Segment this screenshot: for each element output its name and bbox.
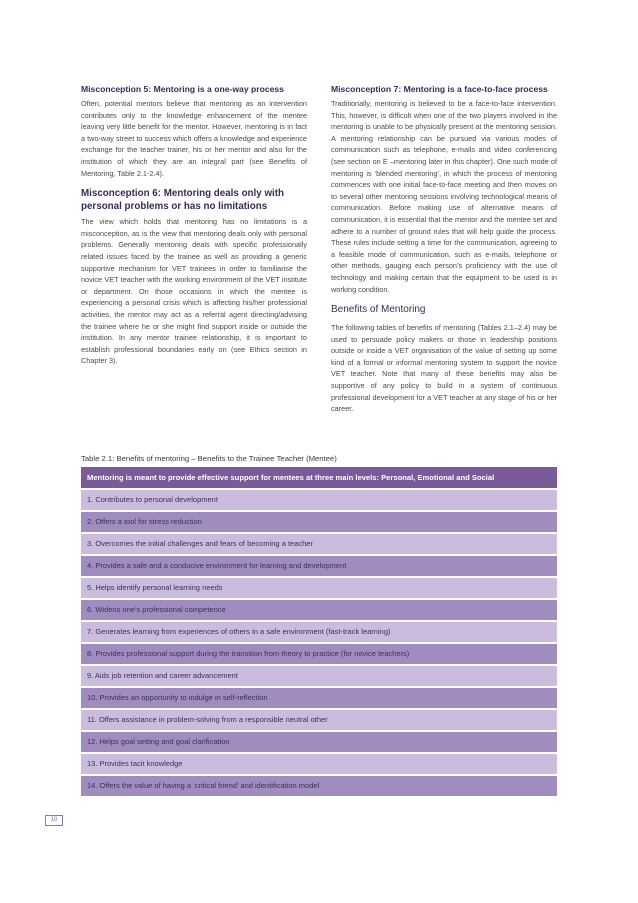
table-row: 4. Provides a safe and a conducive environment for learning and development xyxy=(81,556,557,576)
table-row: 9. Aids job retention and career advancement xyxy=(81,666,557,686)
table-row: 14. Offers the value of having a ‘critical friend’ and identification model xyxy=(81,776,557,796)
table-row: 12. Helps goal setting and goal clarification xyxy=(81,732,557,752)
table-row: 11. Offers assistance in problem-solving from a responsible neutral other xyxy=(81,710,557,730)
misconception-7-text: Traditionally, mentoring is believed to be a face-to-face intervention. This, however, is difficult when one of the two players involved in the mentoring is unable to be physically present at the mentoring session. A mentoring relationship can be pursued via various modes of communication such as telephone, e-mails and video conferencing (see section on E –mentoring later in this chapter). One such mode of mentoring is ‘blended mentoring’, in which the process of mentoring commences with one initial face-to-face meeting and then moves on to several other mentoring sessions involving technological means of communication. Before making use of alternative means of communication, it is essential that the mentor and the mentee set and adhere to a number of ground rules that will help guide the process. These rules include setting a time for the communication, agreeing to a feasible mode of communication, such as e-mails, telephone or other methods, gauging each person’s proficiency with the use of technology and making certain that the equipment to be used is in working condition. xyxy=(331,99,557,294)
table-header: Mentoring is meant to provide effective support for mentees at three main levels: Personal, Emotional and Social xyxy=(81,467,557,488)
table-row: 3. Overcomes the initial challenges and fears of becoming a teacher xyxy=(81,534,557,554)
right-column xyxy=(331,83,557,415)
page-number: 10 xyxy=(45,815,63,826)
left-column xyxy=(81,83,307,367)
table-row: 10. Provides an opportunity to indulge in self-reflection xyxy=(81,688,557,708)
benefits-table xyxy=(81,467,557,798)
benefits-text: The following tables of benefits of mentoring (Tables 2.1–2.4) may be used to persuade policy makers or those in leadership positions outside or inside a VET organisation of the value of setting up some kind of a formal or informal mentoring system to support the novice VET teacher. Note that many of these benefits may also be supportive of any policy to build in a system of continuous professional development for a VET teacher at any stage of his or her career. xyxy=(331,323,557,414)
benefits-heading: Benefits of Mentoring xyxy=(331,304,426,316)
misconception-6-heading: Misconception 6: Mentoring deals only with personal problems or has no limitations xyxy=(81,188,285,213)
table-row: 8. Provides professional support during the transition from theory to practice (for novice teachers) xyxy=(81,644,557,664)
table-row: 1. Contributes to personal development xyxy=(81,490,557,510)
table-row: 6. Widens one’s professional competence xyxy=(81,600,557,620)
table-row: 13. Provides tacit knowledge xyxy=(81,754,557,774)
misconception-6-text: The view which holds that mentoring has no limitations is a misconception, as is the view that mentoring deals only with personal problems. Generally mentoring deals with specific professionally related issues faced by the trainee as well as providing a generic supportive mechanism for VET trainees in order to familiarise the novice VET teacher with the working environment of the VET institute or department. On those occasions in which the mentee is experiencing a personal crisis which is affecting his/her professional activities, the mentor may act as a referral agent directing/advising the trainee where he or she might find support inside or outside the institution. In any mentor trainee relationship, it is important to establish professional boundaries early on (see Ethics section in Chapter 3). xyxy=(81,217,307,366)
table-caption: Table 2.1: Benefits of mentoring – Benefits to the Trainee Teacher (Mentee) xyxy=(81,454,337,463)
misconception-5-heading: Misconception 5: Mentoring is a one-way process xyxy=(81,84,284,94)
table-row: 5. Helps identify personal learning needs xyxy=(81,578,557,598)
misconception-7-heading: Misconception 7: Mentoring is a face-to-face process xyxy=(331,84,548,94)
misconception-5-text: Often, potential mentors believe that mentoring as an intervention contributes only to the knowledge enhancement of the mentee leaving very little benefit for the mentor. However, mentoring is in fact a two-way street to success which offers a knowledge and experience exchange for the teacher trainer, his or her mentor and also for the institution of which they are an integral part (see Benefits of Mentoring, Table 2.1-2.4). xyxy=(81,99,307,178)
table-row: 2. Offers a tool for stress reduction xyxy=(81,512,557,532)
table-row: 7. Generates learning from experiences of others in a safe environment (fast-track learning) xyxy=(81,622,557,642)
